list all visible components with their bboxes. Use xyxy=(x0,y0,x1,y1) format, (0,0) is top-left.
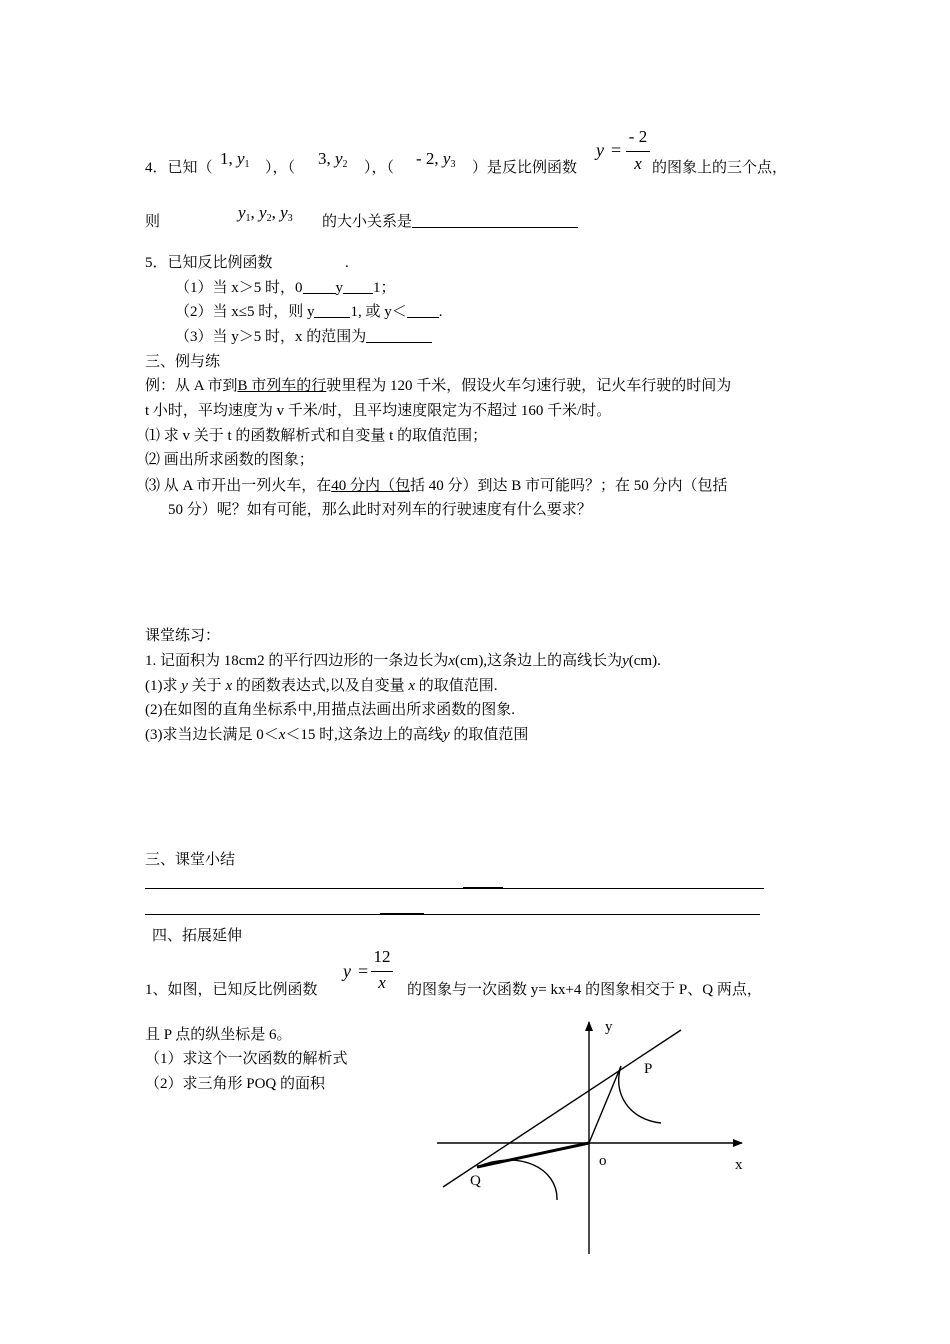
ext-sub-2: （2）求三角形 POQ 的面积 xyxy=(145,1076,326,1092)
q4-then: 则 xyxy=(145,214,161,230)
q5-item-1: （1）当 x＞5 时，0 y 1； xyxy=(175,280,396,296)
practice-line-1: 1. 记面积为 18cm2 的平行四边形的一条边长为x(cm),这条边上的高线长为y(cm). xyxy=(145,653,661,669)
segment-oq xyxy=(477,1143,589,1167)
ext-sub-1: （1）求这个一次函数的解析式 xyxy=(145,1051,348,1067)
segment-op xyxy=(589,1066,621,1143)
example-part-3-cont: 50 分）呢？如有可能，那么此时对列车的行驶速度有什么要求？ xyxy=(168,502,592,518)
example-part-3: ⑶ 从 A 市开出一列火车，在40 分内（包括 40 分）到达 B 市可能吗？；在 50 分内（包括 xyxy=(145,478,728,494)
summary-title: 三、课堂小结 xyxy=(145,852,236,868)
q5-dot: . xyxy=(345,255,349,271)
point-2: 3, $y_2$ xyxy=(318,149,348,170)
practice-line-3: (2)在如图的直角坐标系中,用描点法画出所求函数的图象. xyxy=(145,702,515,718)
q4-relation: 的大小关系是 xyxy=(322,212,578,232)
q4-prefix: 4．已知（ xyxy=(145,160,213,176)
hyperbola-branch-upper xyxy=(619,1066,661,1123)
func1-numerator: - 2 xyxy=(628,127,648,146)
ext-q1-text-2: 的图象与一次函数 y= kx+4 的图象相交于 P、Q 两点， xyxy=(407,982,762,998)
func2-y: y xyxy=(343,961,351,981)
y-axis-label: y xyxy=(605,1019,613,1035)
example-part-2: ⑵ 画出所求函数的图象； xyxy=(145,452,314,468)
func2-eq: = xyxy=(358,961,369,981)
example-line-1: 例：从 A 市到B 市列车的行驶里程为 120 千米，假设火车匀速行驶，记火车行驶的时间为 xyxy=(145,378,732,394)
func1-eq: = xyxy=(611,140,622,160)
x-axis-label: x xyxy=(735,1157,743,1173)
section-title: 三、例与练 xyxy=(145,354,221,370)
ext-q1-text: 1、如图，已知反比例函数 xyxy=(145,982,318,998)
q5-item-3: （3）当 y＞5 时，x 的范围为 xyxy=(175,327,432,347)
q5-title: 5．已知反比例函数 xyxy=(145,255,273,271)
func1-y: y xyxy=(596,140,604,160)
point-q-label: Q xyxy=(470,1173,481,1189)
ext-q1-text-3: 且 P 点的纵坐标是 6。 xyxy=(145,1027,292,1043)
point-p-label: P xyxy=(644,1061,653,1077)
q4-paren-2: ），（ xyxy=(364,160,395,176)
hyperbola-branch-lower xyxy=(477,1160,557,1200)
practice-line-2: (1)求 y 关于 x 的函数表达式,以及自变量 x 的取值范围. xyxy=(145,678,498,694)
q4-function-text: ）是反比例函数 xyxy=(472,160,578,176)
q4-tail: 的图象上的三个点， xyxy=(652,160,788,176)
practice-title: 课堂练习： xyxy=(145,628,221,644)
q5-item-2: （2）当 x≤5 时，则 y 1, 或 y＜ . xyxy=(175,304,443,320)
func2-denominator: x xyxy=(378,973,386,992)
func1-denominator: x xyxy=(634,154,642,173)
func2-numerator: 12 xyxy=(373,947,391,966)
origin-label: o xyxy=(599,1153,607,1169)
q4-paren-1: ），（ xyxy=(265,160,296,176)
example-part-1: ⑴ 求 v 关于 t 的函数解析式和自变量 t 的取值范围； xyxy=(145,428,488,444)
y-variables: $y_1$, $y_2$, $y_3$ xyxy=(238,203,293,224)
extension-title: 四、拓展延伸 xyxy=(152,928,243,944)
point-3: - 2, $y_3$ xyxy=(416,149,456,170)
example-line-2: t 小时，平均速度为 v 千米/时，且平均速度限定为不超过 160 千米/时。 xyxy=(145,403,612,419)
point-1: 1, $y_1$ xyxy=(220,149,250,170)
linear-function-line xyxy=(443,1030,681,1187)
practice-line-4: (3)求当边长满足 0＜x＜15 时,这条边上的高线y 的取值范围 xyxy=(145,727,529,743)
